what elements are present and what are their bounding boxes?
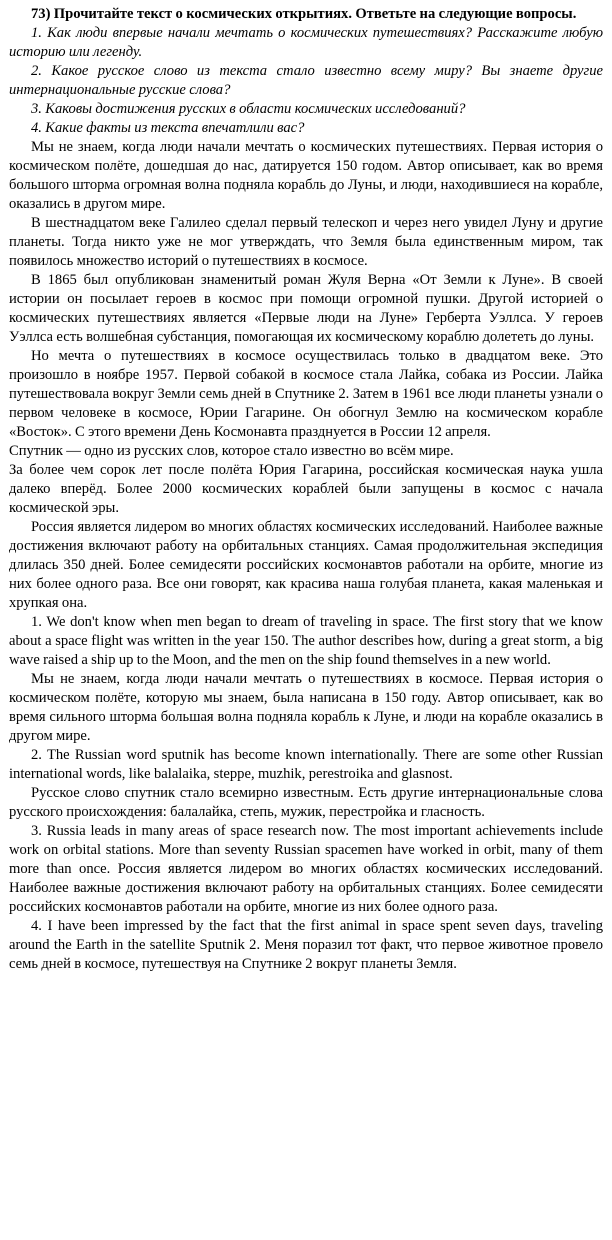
exercise-heading: 73) Прочитайте текст о космических открытиях. Ответьте на следующие вопросы. bbox=[31, 6, 577, 22]
question-4: 4. Какие факты из текста впечатлили вас? bbox=[31, 120, 305, 136]
paragraph-russia-leader: Россия является лидером во многих областях космических исследований. Наиболее важные достижения включают работу на орбитальных станциях. Самая продолжительная экспедиция длилась 350 дней. Более семидесяти российских космонавтов работали на орбите, многие из них более одного раза. Все они говорят, как красива наша голубая планета, какая маленькая и хрупкая она. bbox=[9, 519, 603, 611]
question-3: 3. Каковы достижения русских в области космических исследований? bbox=[31, 101, 466, 117]
paragraph-dream-of-space: Мы не знаем, когда люди начали мечтать о космических путешествиях. Первая история о космическом полёте, дошедшая до нас, датируется 150 годом. Автор описывает, как во время большого шторма огромная волна подняла корабль до Луны, и люди, находившиеся на корабле, оказались в другом мире. bbox=[9, 139, 603, 212]
answer-1-russian: Мы не знаем, когда люди начали мечтать о путешествиях в космосе. Первая история о космическом полёте, которую мы знаем, была написана в 150 году. Автор описывает, как во время сильного шторма большая волна подняла корабль к Луне, и люди на корабле оказались в другом мире. bbox=[9, 671, 603, 744]
answer-3-mixed: 3. Russia leads in many areas of space research now. The most important achievements include work on orbital stations. More than seventy Russian spacemen have worked in orbit, many of them more than once. Россия является лидером во многих областях космических исследований. Наиболее важные достижения включают работу на орбитальных станциях. Более семидесяти российских космонавтов работали на орбите, многие из них более одного раза. bbox=[9, 823, 603, 915]
paragraph-laika-gagarin: Но мечта о путешествиях в космосе осуществилась только в двадцатом веке. Это произошло в ноябре 1957. Первой собакой в космосе стала Лайка, собака из России. Лайка путешествовала вокруг Земли семь дней в Спутнике 2. Затем в 1961 все люди планеты узнали о первом человеке в космосе, Юрии Гагарине. Он обогнул Землю на космическом корабле «Восток». С этого времени День Космонавта празднуется в России 12 апреля. bbox=[9, 348, 603, 440]
question-2: 2. Какое русское слово из текста стало известно всему миру? Вы знаете другие интернациональные русские слова? bbox=[9, 63, 603, 98]
answer-1-english: 1. We don't know when men began to dream of traveling in space. The first story that we know about a space flight was written in the year 150. The author describes how, during a great storm, a big wave raised a ship up to the Moon, and the men on the ship found themselves in a new world. bbox=[9, 614, 603, 668]
answer-2-russian: Русское слово спутник стало всемирно известным. Есть другие интернациональные слова русского происхождения: балалайка, степь, мужик, перестройка и гласность. bbox=[9, 785, 603, 820]
answer-2-english: 2. The Russian word sputnik has become known internationally. There are some other Russian international words, like balalaika, steppe, muzhik, perestroika and glasnost. bbox=[9, 747, 603, 782]
paragraph-forty-years: За более чем сорок лет после полёта Юрия Гагарина, российская космическая наука ушла далеко вперёд. Более 2000 космических кораблей были запущены в космос с начала космической эры. bbox=[9, 462, 603, 516]
paragraph-sputnik-word: Спутник — одно из русских слов, которое стало известно во всём мире. bbox=[9, 443, 454, 459]
question-1: 1. Как люди впервые начали мечтать о космических путешествиях? Расскажите любую историю или легенду. bbox=[9, 25, 603, 60]
paragraph-jules-verne-wells: В 1865 был опубликован знаменитый роман Жуля Верна «От Земли к Луне». В своей истории он посылает героев в космос при помощи огромной пушки. Другой историей о космических путешествиях является «Первые люди на Луне» Герберта Уэллса. У героев Уэллса есть волшебная субстанция, помогающая их космическому кораблю долететь до луны. bbox=[9, 272, 603, 345]
paragraph-galileo-telescope: В шестнадцатом веке Галилео сделал первый телескоп и через него увидел Луну и другие планеты. Тогда никто уже не мог утверждать, что Земля была единственным миром, так появилось множество историй о путешествиях в космосе. bbox=[9, 215, 603, 269]
answer-4-mixed: 4. I have been impressed by the fact that the first animal in space spent seven days, traveling around the Earth in the satellite Sputnik 2. Меня поразил тот факт, что первое животное провело семь дней в космосе, путешествуя на Спутнике 2 вокруг планеты Земля. bbox=[9, 918, 603, 972]
